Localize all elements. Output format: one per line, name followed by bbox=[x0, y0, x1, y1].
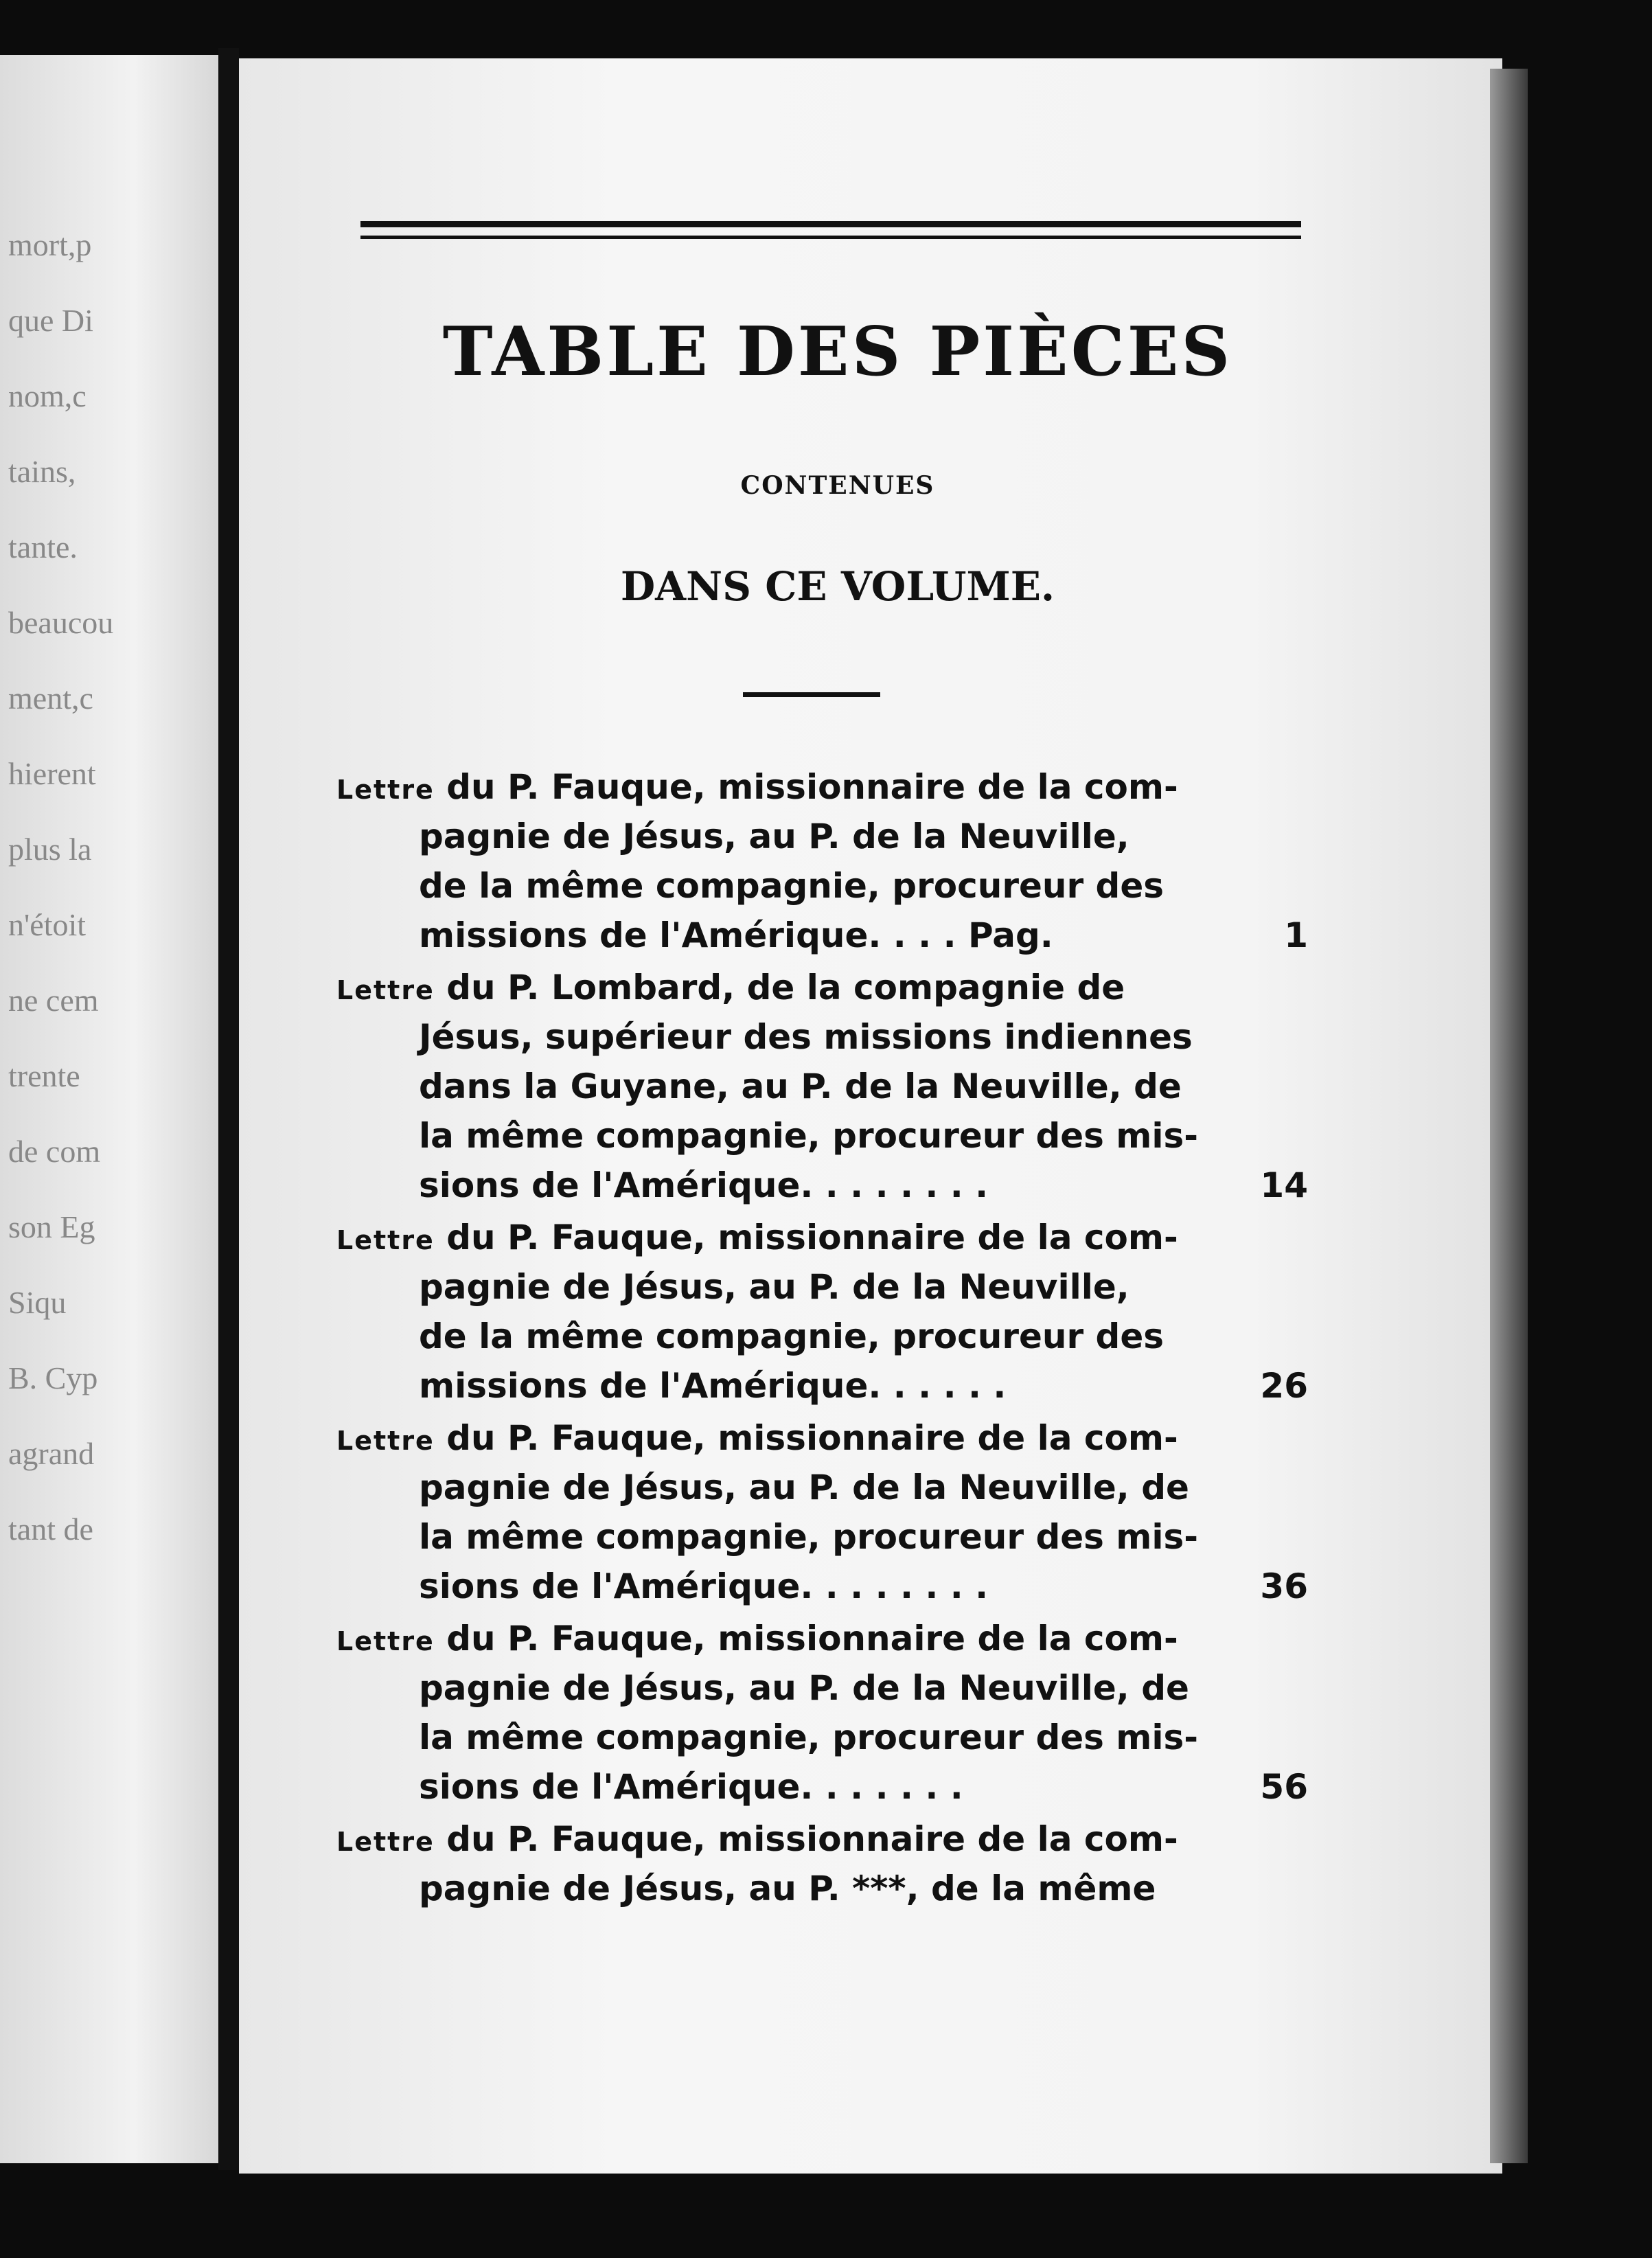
subtitle-volume: DANS CE VOLUME. bbox=[620, 563, 1055, 610]
toc-entry-text: dans la Guyane, au P. de la Neuville, de bbox=[419, 1067, 1182, 1106]
toc-entry-line bbox=[336, 1413, 1195, 1463]
toc-entry-line bbox=[336, 1262, 1195, 1312]
contents-list bbox=[336, 762, 1325, 1916]
toc-page-number: 36 bbox=[1260, 1566, 1308, 1606]
toc-entry-text: pagnie de Jésus, au P. de la Neuville, de bbox=[419, 1468, 1189, 1507]
toc-page-number: 1 bbox=[1284, 915, 1308, 955]
toc-entry-first-word: Lettre bbox=[336, 1225, 435, 1255]
toc-entry-text: Jésus, supérieur des missions indiennes bbox=[419, 1017, 1193, 1057]
facing-page-text-fragment: plus la bbox=[8, 832, 92, 867]
facing-page-text-fragment: ment,c bbox=[8, 681, 93, 716]
toc-entry-text: la même compagnie, procureur des mis- bbox=[419, 1517, 1199, 1557]
facing-page-text-fragment: Siqu bbox=[8, 1285, 67, 1320]
facing-page bbox=[0, 55, 223, 2163]
toc-entry-line bbox=[336, 762, 1195, 812]
toc-entry-line bbox=[336, 1161, 1195, 1210]
toc-entry-text: de la même compagnie, procureur des bbox=[419, 1316, 1165, 1356]
facing-page-text-fragment: ne cem bbox=[8, 983, 99, 1018]
toc-entry-text: sions de l'Amérique. . . . . . . . bbox=[419, 1165, 989, 1205]
toc-entry-text: du P. Fauque, missionnaire de la com- bbox=[446, 767, 1178, 807]
toc-entry-text: du P. Fauque, missionnaire de la com- bbox=[446, 1819, 1178, 1859]
toc-entry bbox=[336, 1413, 1325, 1611]
facing-page-text-fragment: n'étoit bbox=[8, 907, 87, 942]
toc-entry-text: la même compagnie, procureur des mis- bbox=[419, 1116, 1199, 1156]
facing-page-text-fragment: trente bbox=[8, 1058, 80, 1093]
toc-entry bbox=[336, 1814, 1325, 1913]
toc-entry-line bbox=[336, 1463, 1195, 1512]
facing-page-text-fragment: de com bbox=[8, 1134, 101, 1169]
toc-entry-text: pagnie de Jésus, au P. ***, de la même bbox=[419, 1869, 1156, 1908]
toc-entry-text: missions de l'Amérique. . . . Pag. bbox=[419, 915, 1053, 955]
toc-entry-line bbox=[336, 1864, 1195, 1913]
toc-entry-first-word: Lettre bbox=[336, 1827, 435, 1857]
facing-page-text-fragment: nom,c bbox=[8, 378, 87, 413]
toc-entry bbox=[336, 963, 1325, 1210]
facing-page-text-fragment: tant de bbox=[8, 1512, 93, 1547]
toc-page-number: 26 bbox=[1260, 1366, 1308, 1406]
toc-entry bbox=[336, 762, 1325, 960]
facing-page-text-fragment: tains, bbox=[8, 454, 76, 489]
toc-entry-line bbox=[336, 1562, 1195, 1611]
toc-entry-first-word: Lettre bbox=[336, 775, 435, 805]
toc-entry-line bbox=[336, 1012, 1195, 1062]
toc-entry-first-word: Lettre bbox=[336, 1426, 435, 1456]
toc-entry-text: sions de l'Amérique. . . . . . . bbox=[419, 1767, 963, 1807]
toc-page-number: 14 bbox=[1260, 1165, 1308, 1205]
toc-entry-text: du P. Fauque, missionnaire de la com- bbox=[446, 1218, 1178, 1257]
toc-entry-text: du P. Fauque, missionnaire de la com- bbox=[446, 1418, 1178, 1458]
toc-entry-line bbox=[336, 1111, 1199, 1161]
toc-entry bbox=[336, 1213, 1325, 1411]
toc-entry-text: pagnie de Jésus, au P. de la Neuville, de bbox=[419, 1668, 1189, 1708]
toc-entry-text: de la même compagnie, procureur des bbox=[419, 866, 1165, 906]
toc-page-number: 56 bbox=[1260, 1767, 1308, 1807]
facing-page-text-fragment: tante. bbox=[8, 529, 78, 564]
toc-entry-line bbox=[336, 1762, 1195, 1812]
toc-entry-line bbox=[336, 1361, 1195, 1411]
toc-entry-text: missions de l'Amérique. . . . . . bbox=[419, 1366, 1007, 1406]
toc-entry-text: sions de l'Amérique. . . . . . . . bbox=[419, 1566, 989, 1606]
facing-page-text-fragment: hierent bbox=[8, 756, 96, 791]
facing-page-text-fragment: beaucou bbox=[8, 605, 114, 640]
toc-entry-line bbox=[336, 861, 1195, 911]
facing-page-text-fragment: agrand bbox=[8, 1436, 95, 1471]
facing-page-text-fragment: son Eg bbox=[8, 1209, 95, 1244]
facing-page-text-fragment: mort,p bbox=[8, 227, 92, 262]
toc-entry-line bbox=[336, 1312, 1195, 1361]
toc-entry bbox=[336, 1614, 1325, 1812]
toc-entry-line bbox=[336, 1663, 1195, 1713]
page-edge bbox=[1490, 69, 1528, 2163]
toc-entry-line bbox=[336, 1614, 1195, 1663]
toc-entry-first-word: Lettre bbox=[336, 975, 435, 1005]
toc-entry-text: la même compagnie, procureur des mis- bbox=[419, 1718, 1199, 1757]
toc-entry-line bbox=[336, 1814, 1195, 1864]
title-separator-rule bbox=[743, 692, 880, 697]
toc-entry-first-word: Lettre bbox=[336, 1626, 435, 1656]
facing-page-text-fragment: B. Cyp bbox=[8, 1360, 98, 1395]
book-gutter bbox=[218, 48, 239, 2170]
toc-entry-text: pagnie de Jésus, au P. de la Neuville, bbox=[419, 1267, 1129, 1307]
toc-entry-line bbox=[336, 1062, 1195, 1111]
subtitle-contenues: CONTENUES bbox=[740, 471, 935, 500]
toc-entry-text: pagnie de Jésus, au P. de la Neuville, bbox=[419, 817, 1129, 856]
facing-page-text-fragment: que Di bbox=[8, 303, 93, 338]
toc-entry-line bbox=[336, 963, 1195, 1012]
header-double-rule bbox=[360, 221, 1301, 239]
toc-entry-text: du P. Fauque, missionnaire de la com- bbox=[446, 1619, 1178, 1658]
toc-entry-line bbox=[336, 911, 1195, 960]
toc-entry-line bbox=[336, 812, 1195, 861]
page-title: TABLE DES PIÈCES bbox=[442, 312, 1233, 391]
toc-entry-line bbox=[336, 1213, 1195, 1262]
toc-entry-line bbox=[336, 1713, 1199, 1762]
toc-entry-line bbox=[336, 1512, 1199, 1562]
toc-entry-text: du P. Lombard, de la compagnie de bbox=[446, 968, 1125, 1007]
